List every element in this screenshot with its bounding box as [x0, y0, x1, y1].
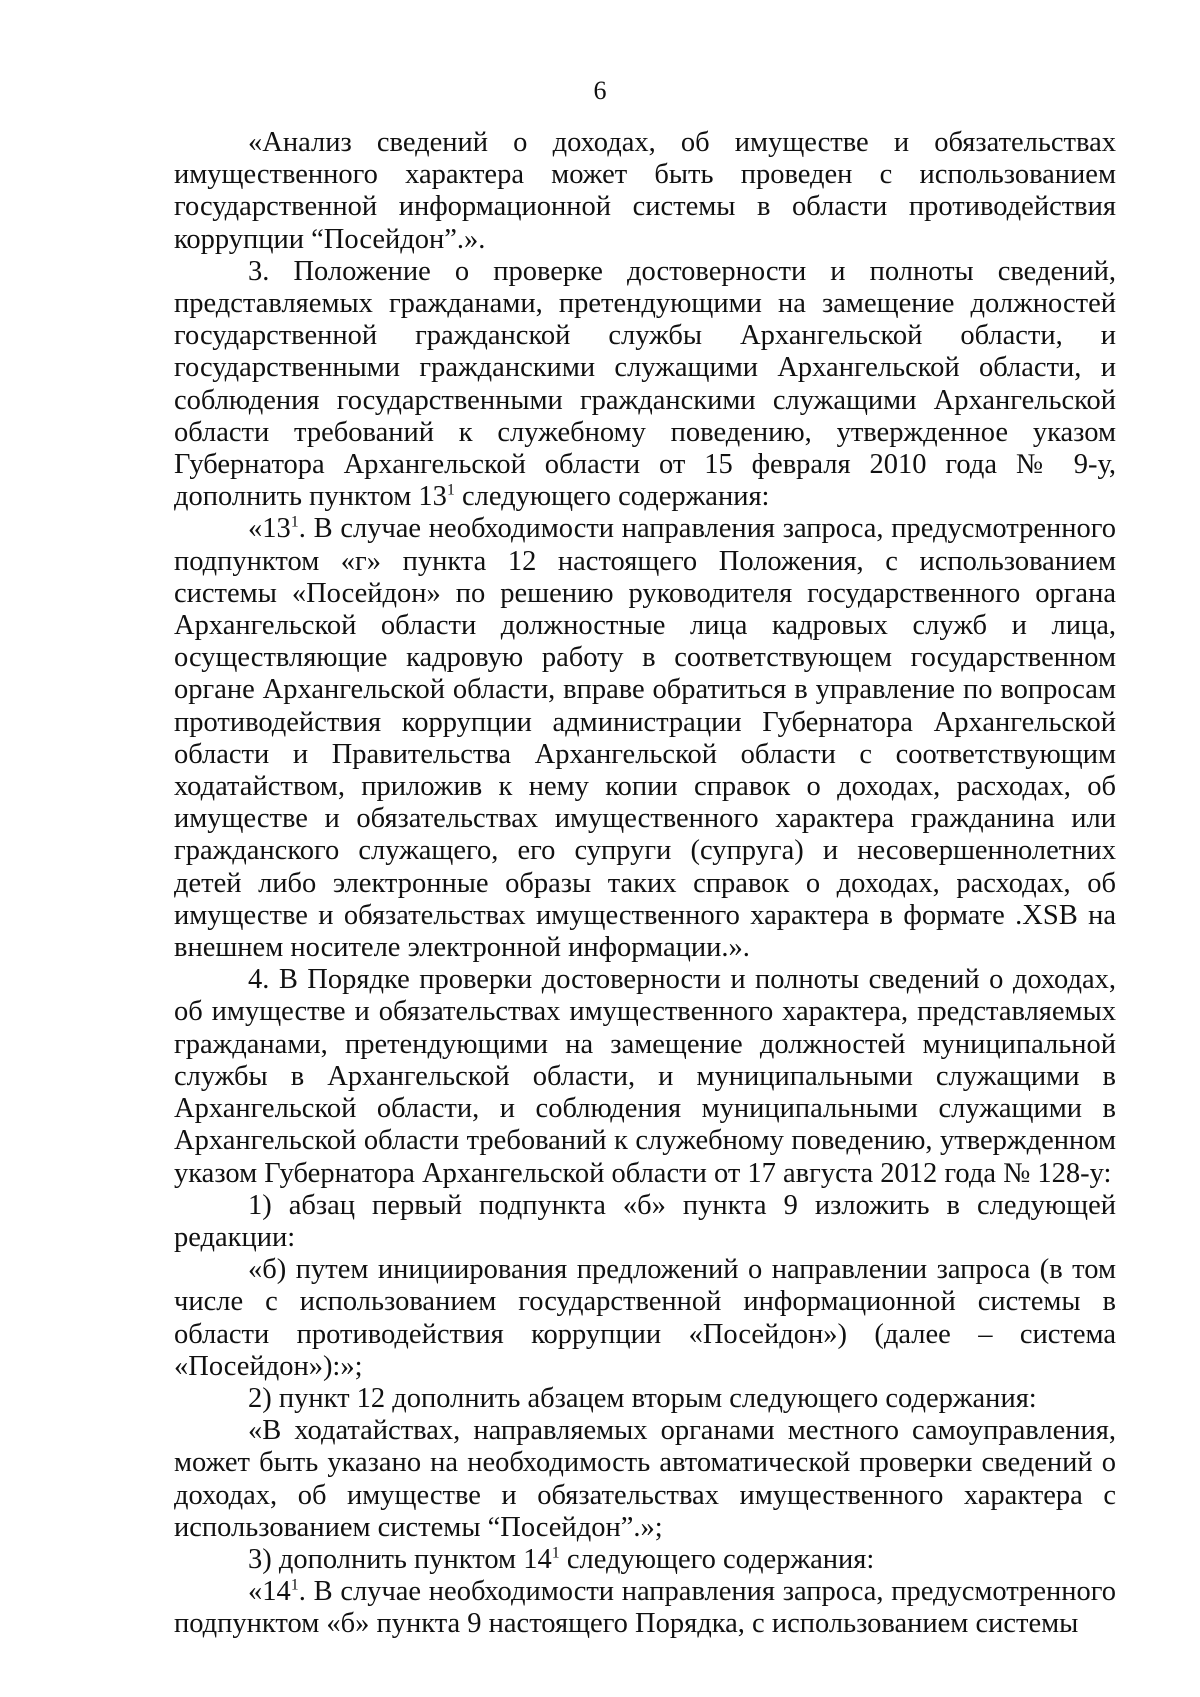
paragraph-item-3: [174, 256, 1116, 514]
paragraph-text: 3) дополнить пунктом 14: [248, 1543, 552, 1575]
paragraph-subitem-1: [174, 1190, 1116, 1254]
paragraph-text: «14: [248, 1576, 291, 1608]
paragraph-text: 4. В Порядке проверки достоверности и полноты сведений о доходах, об имуществе и обязательствах имущественного характера, представляемых гражданами, претендующими на замещение должностей муниципальной службы в Архангельской области, и муниципальными служащими в Архангельской области, и соблюдения муниципальными служащими в Архангельской области требований к служебному поведению, утвержденном указом Губернатора Архангельской области от 17 августа 2012 года № 128-у:: [174, 964, 1116, 1189]
document-body: [174, 127, 1116, 1641]
paragraph-clause-14-1: [174, 1576, 1116, 1640]
paragraph-text-continued: следующего содержания:: [559, 1543, 875, 1575]
paragraph-subitem-2: [174, 1383, 1116, 1415]
paragraph-text-continued: . В случае необходимости направления запроса, предусмотренного подпунктом «г» пункта 12 настоящего Положения, с использованием системы «Посейдон» по решению руководителя государственного органа Архангельской области должностные лица кадровых служб и лица, осуществляющие кадровую работу в соответствующем государственном органе Архангельской области, вправе обратиться в управление по вопросам противодействия коррупции администрации Губернатора Архангельской области и Правительства Архангельской области с соответствующим ходатайством, приложив к нему копии справок о доходах, расходах, об имуществе и обязательствах имущественного характера гражданина или гражданского служащего, его супруги (супруга) и несовершеннолетних детей либо электронные образы таких справок о доходах, расходах, об имуществе и обязательствах имущественного характера в формате .XSB на внешнем носителе электронной информации.».: [174, 513, 1116, 964]
paragraph-text: 3. Положение о проверке достоверности и полноты сведений, представляемых гражданами, претендующими на замещение должностей государственной гражданской службы Архангельской области, и государственными гражданскими служащими Архангельской области, и соблюдения государственными гражданскими служащими Архангельской области требований к служебному поведению, утвержденное указом Губернатора Архангельской области от 15 февраля 2010 года № 9-у, дополнить пунктом 13: [174, 255, 1116, 513]
paragraph-subitem-3: [174, 1544, 1116, 1576]
paragraph-text-continued: . В случае необходимости направления запроса, предусмотренного подпунктом «б» пункта 9 настоящего Порядка, с использованием системы: [174, 1576, 1116, 1640]
paragraph-text: 1) абзац первый подпункта «б» пункта 9 изложить в следующей редакции:: [174, 1189, 1116, 1253]
paragraph-text: «В ходатайствах, направляемых органами местного самоуправления, может быть указано на необходимость автоматической проверки сведений о доходах, об имуществе и обязательствах имущественного характера с использованием системы “Посейдон”.»;: [174, 1415, 1116, 1543]
superscript-index: 1: [446, 481, 455, 499]
paragraph-item-4: [174, 964, 1116, 1189]
superscript-index: 1: [290, 513, 299, 531]
paragraph-text: «13: [248, 513, 291, 545]
paragraph-text: «б) путем инициирования предложений о направлении запроса (в том числе с использованием государственной информационной системы в области противодействия коррупции «Посейдон») (далее – система «Посейдон»):»;: [174, 1254, 1116, 1382]
paragraph-text-continued: следующего содержания:: [454, 481, 770, 513]
paragraph-clause-13-1: [174, 513, 1116, 964]
superscript-index: 1: [551, 1544, 560, 1562]
paragraph-clause-b: [174, 1254, 1116, 1383]
page-number: 6: [593, 76, 607, 105]
paragraph-analysis-quote: [174, 127, 1116, 256]
paragraph-text: 2) пункт 12 дополнить абзацем вторым следующего содержания:: [248, 1382, 1037, 1414]
superscript-index: 1: [290, 1576, 299, 1594]
paragraph-text: «Анализ сведений о доходах, об имуществе и обязательствах имущественного характера может быть проведен с использованием государственной информационной системы в области противодействия коррупции “Посейдон”.».: [174, 127, 1116, 255]
paragraph-petitions-quote: [174, 1415, 1116, 1544]
